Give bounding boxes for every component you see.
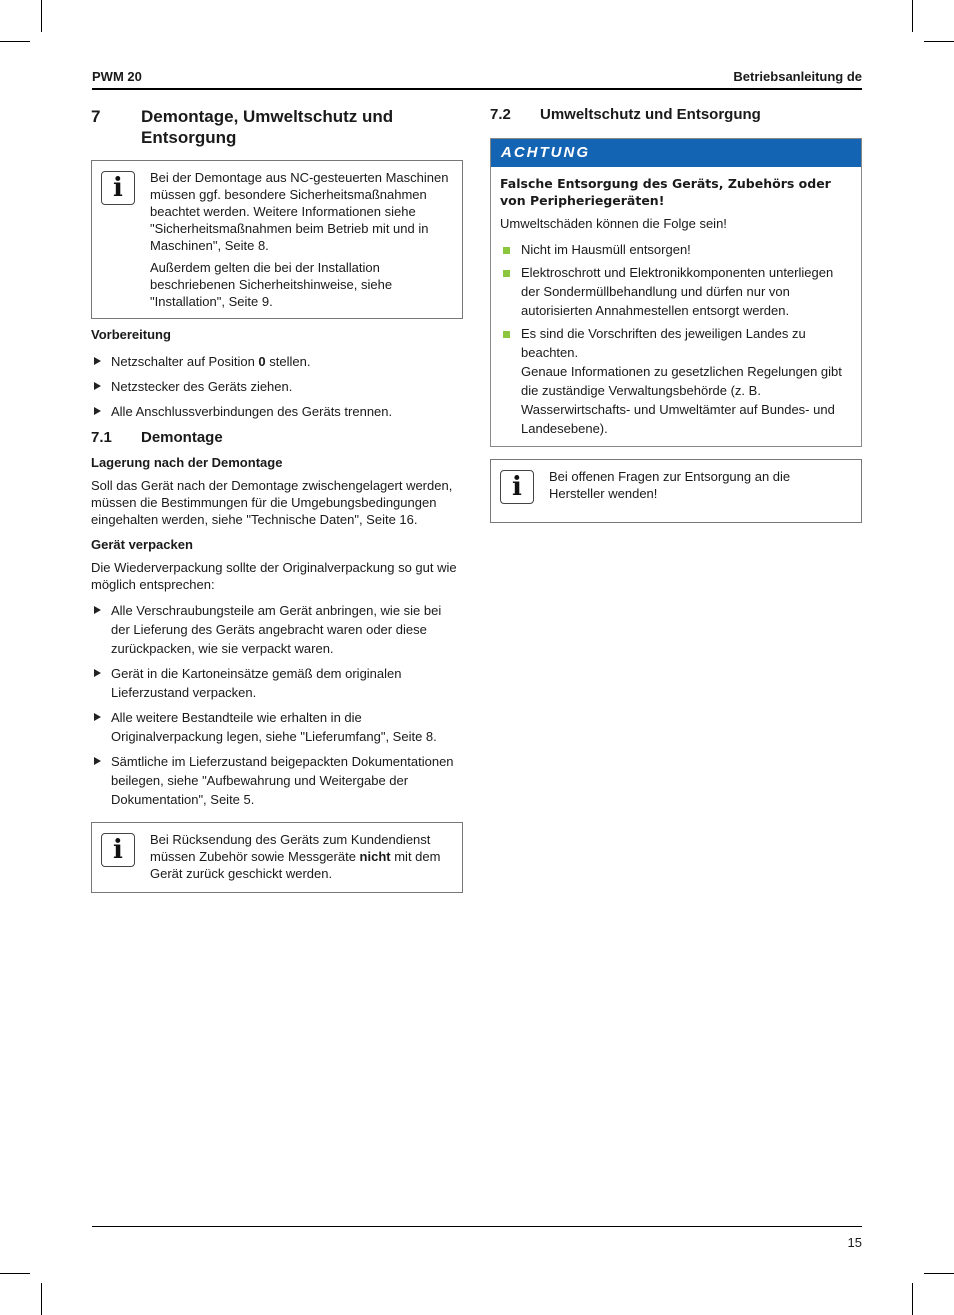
section-number: 7.2: [490, 106, 511, 123]
list-item: Netzstecker des Geräts ziehen.: [91, 377, 463, 396]
list-item: [91, 352, 463, 371]
section-title: Umweltschutz und Entsorgung: [540, 106, 761, 123]
warning-list: [500, 240, 851, 438]
header-doc-title: Betriebsanleitung de: [733, 69, 862, 84]
list-item: Alle weitere Bestandteile wie erhalten in die Originalverpackung legen, siehe "Lieferumfang", Seite 8.: [91, 708, 463, 746]
step-emphasis: 0: [258, 354, 266, 369]
subheading-verpacken: Gerät verpacken: [91, 537, 193, 552]
subheading-vorbereitung: Vorbereitung: [91, 327, 171, 342]
crop-mark: [912, 1283, 913, 1315]
list-item-text: Genaue Informationen zu gesetzlichen Regelungen gibt die zuständige Verwaltungsbehörde (z. B. Wasserwirtschafts- und Umweltämter auf Bundes- und Landesebene).: [521, 364, 842, 436]
left-column: [91, 106, 463, 893]
list-item: Nicht im Hausmüll entsorgen!: [500, 240, 851, 259]
paragraph: Soll das Gerät nach der Demontage zwischengelagert werden, müssen die Bestimmungen für die Umgebungsbedingungen eingehalten werden, siehe "Technische Daten", Seite 16.: [91, 478, 453, 527]
list-item: Gerät in die Kartoneinsätze gemäß dem originalen Lieferzustand verpacken.: [91, 664, 463, 702]
section-7-heading: [91, 106, 463, 148]
footer-rule: [92, 1226, 862, 1227]
info-icon: i: [101, 171, 135, 205]
section-7-2-heading: [490, 106, 862, 124]
crop-mark: [924, 1273, 954, 1274]
step-list: [91, 352, 463, 421]
header-model: PWM 20: [92, 69, 142, 84]
list-item: Elektroschrott und Elektronikkomponenten unterliegen der Sondermüllbehandlung und dürfen nur von autorisierten Annahmestellen entsorgt werden.: [500, 263, 851, 320]
section-number: 7.1: [91, 429, 112, 446]
crop-mark: [41, 1283, 42, 1315]
right-column: [490, 106, 862, 523]
info-text-part: mit dem Gerät zurück geschickt werden.: [150, 849, 441, 881]
warning-body: [491, 167, 861, 446]
step-text: stellen.: [265, 354, 311, 369]
info-text-part: Bei Rücksendung des Geräts zum Kundendienst müssen Zubehör sowie Messgeräte: [150, 832, 431, 864]
info-box: [91, 160, 463, 319]
crop-mark: [0, 41, 30, 42]
crop-mark: [912, 0, 913, 32]
warning-box: [490, 138, 862, 447]
list-item: [500, 324, 851, 438]
warning-title: Falsche Entsorgung des Geräts, Zubehörs oder von Peripheriegeräten!: [500, 176, 831, 208]
section-number: 7: [91, 107, 101, 126]
step-text: Netzschalter auf Position: [111, 354, 259, 369]
list-item: Sämtliche im Lieferzustand beigepackten Dokumentationen beilegen, siehe "Aufbewahrung und Weitergabe der Dokumentation", Seite 5.: [91, 752, 463, 809]
list-item: Alle Verschraubungsteile am Gerät anbringen, wie sie bei der Lieferung des Geräts angebracht waren oder diese zurückpacken, wie sie verpackt waren.: [91, 601, 463, 658]
crop-mark: [924, 41, 954, 42]
section-title: Demontage: [141, 429, 223, 446]
subheading-lagerung: Lagerung nach der Demontage: [91, 455, 283, 470]
step-list: [91, 601, 463, 809]
list-item-text: Es sind die Vorschriften des jeweiligen Landes zu beachten.: [521, 326, 806, 360]
info-box: [490, 459, 862, 523]
info-text: [150, 831, 450, 882]
info-icon: i: [500, 470, 534, 504]
warning-label: ACHTUNG: [491, 139, 861, 167]
info-text: Bei offenen Fragen zur Entsorgung an die Hersteller wenden!: [549, 469, 791, 501]
info-text: Außerdem gelten die bei der Installation beschriebenen Sicherheitshinweise, siehe "Installation", Seite 9.: [150, 260, 393, 309]
paragraph: Die Wiederverpackung sollte der Originalverpackung so gut wie möglich entsprechen:: [91, 560, 457, 592]
page-header: [92, 69, 862, 90]
info-text: Bei der Demontage aus NC-gesteuerten Maschinen müssen ggf. besondere Sicherheitsmaßnahmen beachtet werden. Weitere Informationen siehe "Sicherheitsmaßnahmen beim Betrieb mit und in Maschinen", Seite 8.: [150, 170, 449, 253]
warning-consequence: Umweltschäden können die Folge sein!: [500, 216, 727, 231]
section-title: Demontage, Umweltschutz und Entsorgung: [141, 107, 394, 147]
page-number: 15: [847, 1235, 862, 1250]
info-icon: i: [101, 833, 135, 867]
info-emphasis: nicht: [359, 849, 391, 864]
list-item: Alle Anschlussverbindungen des Geräts trennen.: [91, 402, 463, 421]
crop-mark: [0, 1273, 30, 1274]
crop-mark: [41, 0, 42, 32]
info-box: [91, 822, 463, 893]
section-7-1-heading: [91, 429, 463, 447]
